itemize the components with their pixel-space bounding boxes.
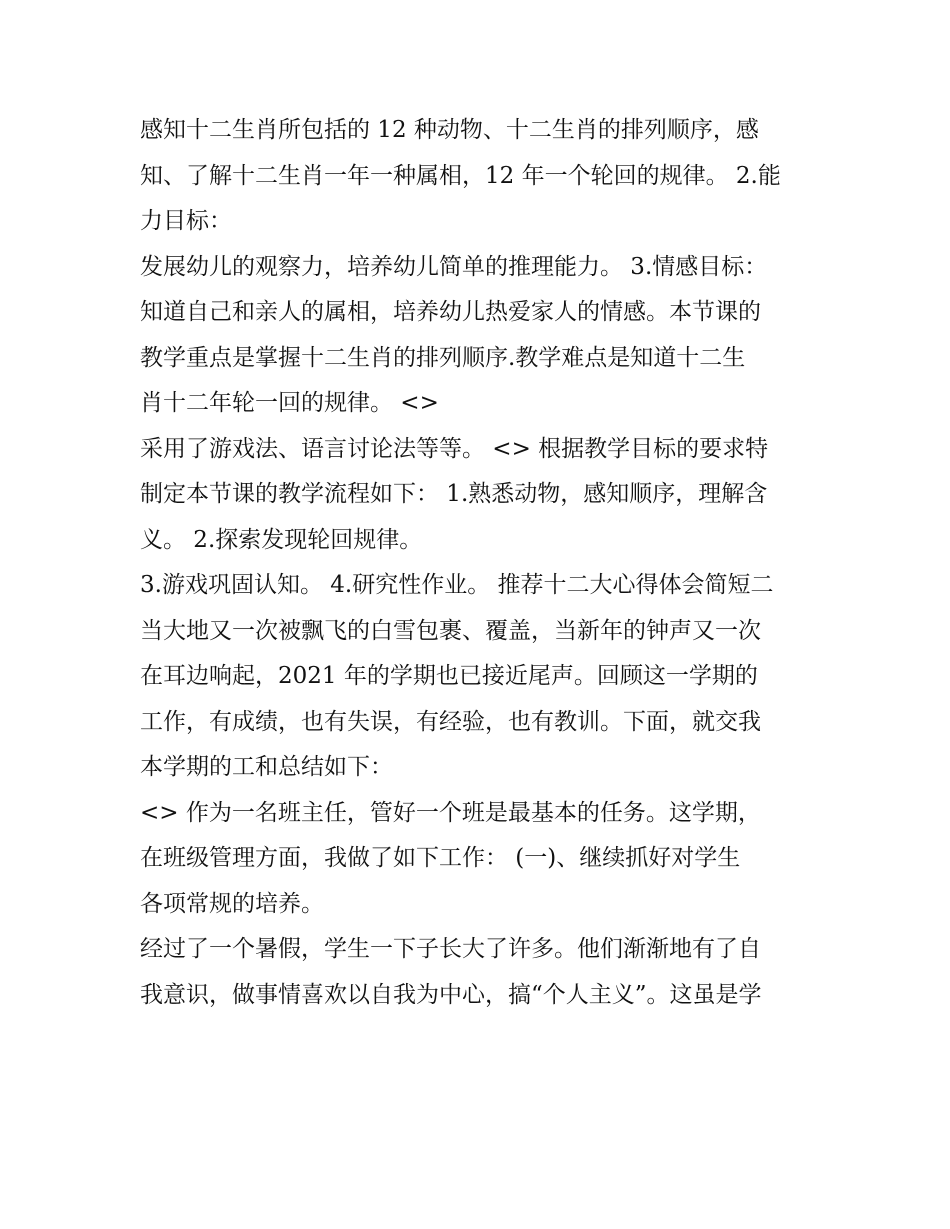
- text-line: 知道自己和亲人的属相，培养幼儿热爱家人的情感。本节课的: [140, 299, 761, 325]
- text-line: 经过了一个暑假，学生一下子长大了许多。他们渐渐地有了自: [140, 936, 761, 962]
- text-line: 各项常规的培养。: [140, 890, 324, 917]
- text-line: 感知十二生肖所包括的 12 种动物、十二生肖的排列顺序，感: [140, 117, 759, 143]
- text-line: 义。 2.探索发现轮回规律。: [140, 526, 423, 553]
- text-line: 在耳边响起，2021 年的学期也已接近尾声。回顾这一学期的: [140, 663, 758, 689]
- text-line: 力目标：: [140, 208, 232, 234]
- text-line: 发展幼儿的观察力，培养幼儿简单的推理能力。 3.情感目标：: [140, 253, 768, 280]
- text-line: 教学重点是掌握十二生肖的排列顺序.教学难点是知道十二生: [140, 344, 746, 371]
- text-line: 肖十二年轮一回的规律。 <>: [140, 390, 439, 416]
- text-line: 当大地又一次被飘飞的白雪包裹、覆盖，当新年的钟声又一次: [140, 617, 761, 644]
- text-line: 本学期的工和总结如下：: [140, 754, 393, 780]
- text-line: 采用了游戏法、语言讨论法等等。 <> 根据教学目标的要求特: [140, 435, 769, 462]
- text-line: 知、了解十二生肖一年一种属相，12 年一个轮回的规律。 2.能: [140, 162, 781, 189]
- text-line: 制定本节课的教学流程如下： 1.熟悉动物，感知顺序，理解含: [140, 481, 768, 507]
- text-line: 在班级管理方面，我做了如下工作： (一)、继续抓好对学生: [140, 845, 741, 871]
- text-line: 工作，有成绩，也有失误，有经验，也有教训。下面，就交我: [140, 708, 761, 735]
- text-line: <> 作为一名班主任，管好一个班是最基本的任务。这学期，: [140, 799, 761, 826]
- text-line: 我意识，做事情喜欢以自我为中心，搞“个人主义”。这虽是学: [140, 981, 762, 1008]
- text-line: 3.游戏巩固认知。 4.研究性作业。 推荐十二大心得体会简短二: [140, 572, 774, 598]
- document-body: [140, 108, 820, 1018]
